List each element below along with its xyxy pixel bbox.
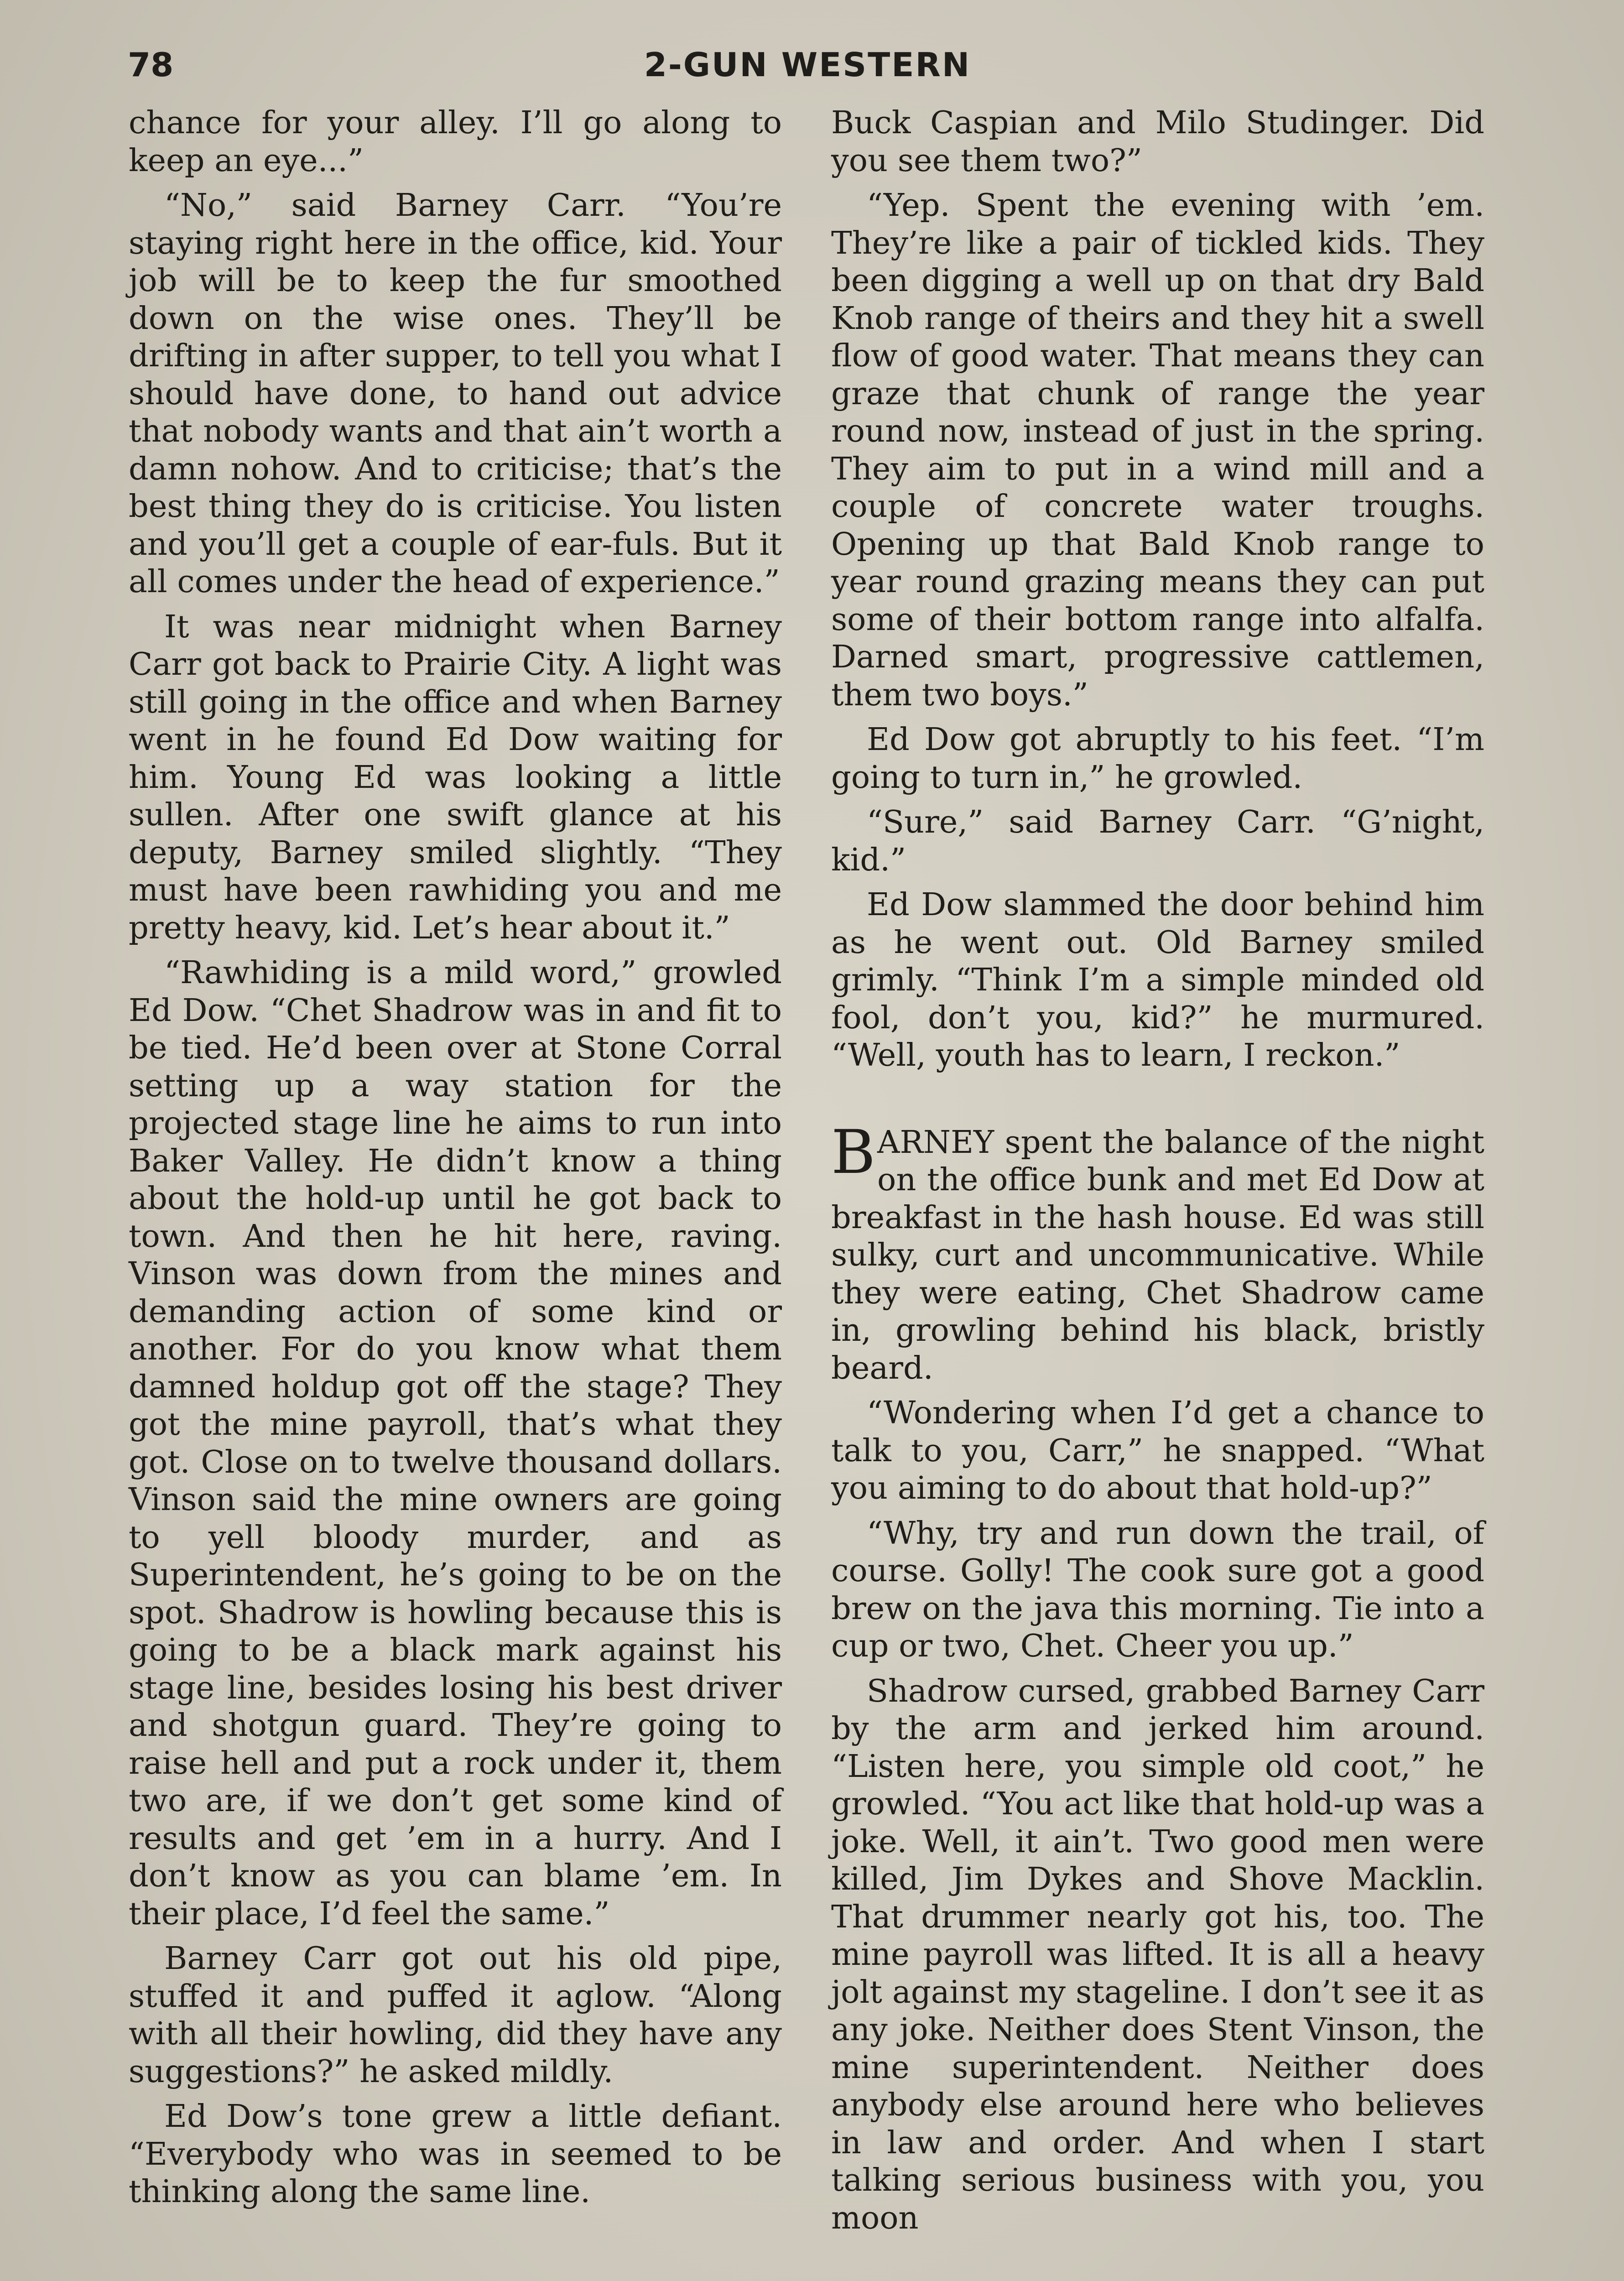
paragraph: Buck Caspian and Milo Studinger. Did you see them two?” — [831, 104, 1484, 179]
paragraph: Ed Dow got abruptly to his feet. “I’m going to turn in,” he growled. — [831, 721, 1484, 796]
paragraph: Ed Dow slammed the door behind him as he went out. Old Barney smiled grimly. “Think I’m a simple minded old fool, don’t you, kid?” he murmured. “Well, youth has to learn, I reckon.” — [831, 886, 1484, 1073]
paragraph: “Rawhiding is a mild word,” growled Ed Dow. “Chet Shadrow was in and fit to be tied. He’d been over at Stone Corral setting up a way station for the projected stage line he aims to run into Baker Valley. He didn’t know a thing about the hold-up until he got back to town. And then he hit here, raving. Vinson was down from the mines and demanding action of some kind or another. For do you know what them damned holdup got off the stage? They got the mine payroll, that’s what they got. Close on to twelve thousand dollars. Vinson said the mine owners are going to yell bloody murder, and as Superintendent, he’s going to be on the spot. Shadrow is howling because this is going to be a black mark against his stage line, besides losing his best driver and shotgun guard. They’re going to raise hell and put a rock under it, them two are, if we don’t get some kind of results and get ’em in a hurry. And I don’t know as you can blame ’em. In their place, I’d feel the same.” — [129, 954, 782, 1932]
paragraph: chance for your alley. I’ll go along to keep an eye...” — [129, 104, 782, 179]
right-column — [831, 104, 1484, 2244]
paragraph: Shadrow cursed, grabbed Barney Carr by the arm and jerked him around. “Listen here, you simple old coot,” he growled. “You act like that hold-up was a joke. Well, it ain’t. Two good men were killed, Jim Dykes and Shove Macklin. That drummer nearly got his, too. The mine payroll was lifted. It is all a heavy jolt against my stageline. I don’t see it as any joke. Neither does Stent Vinson, the mine superintendent. Neither does anybody else around here who believes in law and order. And when I start talking serious business with you, you moon — [831, 1672, 1484, 2236]
paragraph: “Why, try and run down the trail, of course. Golly! The cook sure got a good brew on the java this morning. Tie into a cup or two, Chet. Cheer you up.” — [831, 1515, 1484, 1664]
opening-caps: ARNEY — [877, 1124, 994, 1161]
page-header — [128, 42, 1487, 92]
page-number: 78 — [128, 46, 174, 84]
paragraph: “Wondering when I’d get a chance to talk to you, Carr,” he snapped. “What you aiming to do about that hold-up?” — [831, 1395, 1484, 1506]
drop-cap: B — [831, 1117, 876, 1187]
paragraph: It was near midnight when Barney Carr got back to Prairie City. A light was still going in the office and when Barney went in he found Ed Dow waiting for him. Young Ed was looking a little sullen. After one swift glance at his deputy, Barney smiled slightly. “They must have been rawhiding you and me pretty heavy, kid. Let’s hear about it.” — [129, 608, 782, 946]
left-column — [129, 104, 782, 2218]
paragraph: “Sure,” said Barney Carr. “G’night, kid.” — [831, 804, 1484, 878]
paragraph: “No,” said Barney Carr. “You’re staying right here in the office, kid. Your job will be to keep the fur smoothed down on the wise ones. They’ll be drifting in after supper, to tell you what I should have done, to hand out advice that nobody wants and that ain’t worth a damn nohow. And to criticise; that’s the best thing they do is criticise. You listen and you’ll get a couple of ear-fuls. But it all comes under the head of experience.” — [129, 187, 782, 600]
paragraph: Barney Carr got out his old pipe, stuffed it and puffed it aglow. “Along with all their howling, did they have any suggestions?” he asked mildly. — [129, 1940, 782, 2090]
section-opening-paragraph — [831, 1117, 1484, 1387]
magazine-title: 2-GUN WESTERN — [644, 46, 971, 84]
paragraph: “Yep. Spent the evening with ’em. They’re like a pair of tickled kids. They been digging a well up on that dry Bald Knob range of theirs and they hit a swell flow of good water. That means they can graze that chunk of range the year round now, instead of just in the spring. They aim to put in a wind mill and a couple of concrete water troughs. Opening up that Bald Knob range to year round grazing means they can put some of their bottom range into alfalfa. Darned smart, progressive cattlemen, them two boys.” — [831, 187, 1484, 713]
paragraph: Ed Dow’s tone grew a little defiant. “Everybody who was in seemed to be thinking along the same line. — [129, 2098, 782, 2210]
opening-text: spent the balance of the night on the office bunk and met Ed Dow at breakfast in the hash house. Ed was still sulky, curt and uncommunicative. While they were eating, Chet Shadrow came in, growling behind his black, bristly beard. — [831, 1124, 1484, 1386]
